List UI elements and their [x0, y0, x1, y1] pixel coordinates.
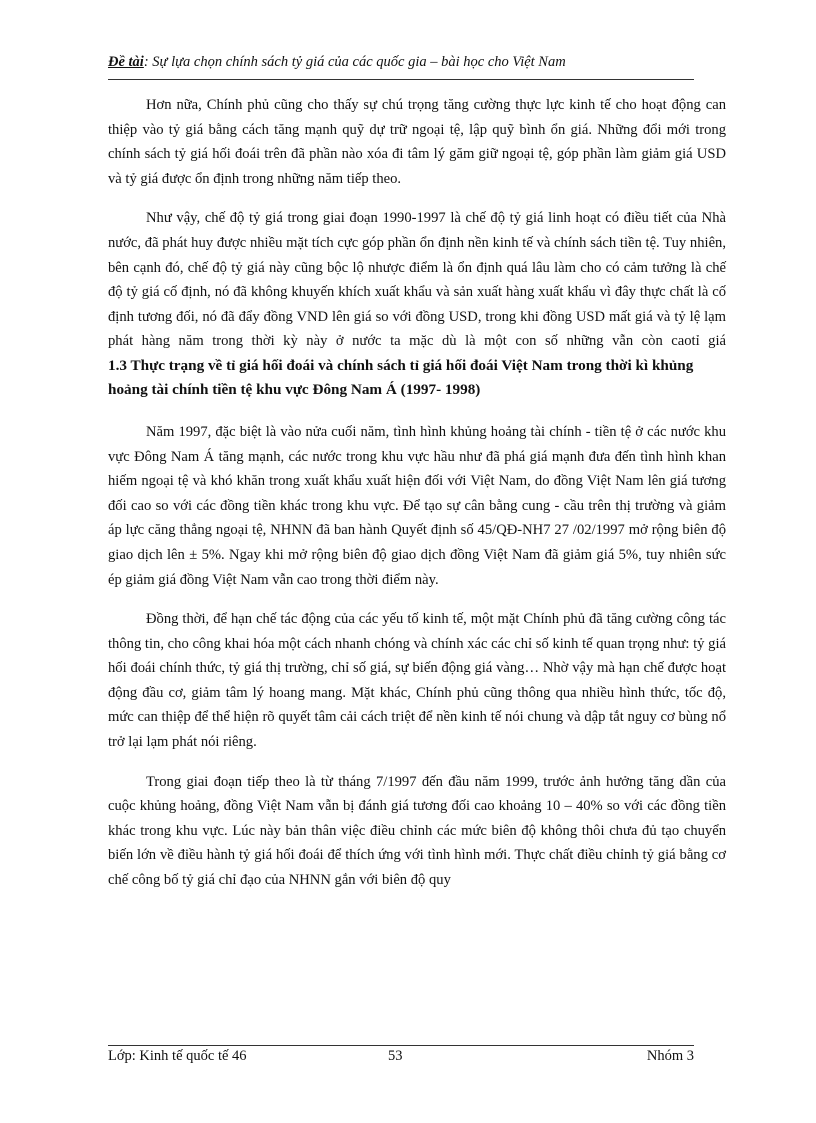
paragraph-3: Năm 1997, đặc biệt là vào nửa cuối năm, tình hình khủng hoảng tài chính - tiền tệ ở các nước khu vực Đông Nam Á tăng mạnh, các nước trong khu vực hầu như đã phá giá mạnh đưa đến tình hình khan hiếm ngoại tệ và khó khăn trong xuất khẩu xuất hiện đối với Việt Nam, do đồng Việt Nam lên giá tương đối cao so với các đồng tiền khác trong khu vực. Để tạo sự cân bằng cung - cầu trên thị trường và giảm áp lực căng thẳng ngoại tệ, NHNN đã ban hành Quyết định số 45/QĐ-NH7 27 /02/1997 mở rộng biên độ giao dịch lên ± 5%. Ngay khi mở rộng biên độ giao dịch đồng Việt Nam đã giảm giá 5%, tuy nhiên sức ép giảm giá đồng Việt Nam vẫn cao trong thời điểm này. — [108, 423, 726, 588]
section-heading: 1.3 Thực trạng về tỉ giá hối đoái và chính sách tỉ giá hối đoái Việt Nam trong thời kì khủng hoảng tài chính tiền tệ khu vực Đông Nam Á (1997- 1998) — [108, 356, 694, 398]
header-title: : Sự lựa chọn chính sách tỷ giá của các quốc gia – bài học cho Việt Nam — [143, 54, 566, 70]
page-footer — [108, 1046, 694, 1068]
header-rule — [108, 79, 694, 80]
document-body — [108, 93, 726, 908]
page-header — [108, 52, 694, 72]
header-label: Đề tài — [108, 54, 144, 70]
footer-group: Nhóm 3 — [646, 1048, 694, 1064]
footer-class: Lớp: Kinh tế quốc tế 46 — [108, 1048, 247, 1064]
paragraph-2: Như vậy, chế độ tỷ giá trong giai đoạn 1990-1997 là chế độ tỷ giá linh hoạt có điều tiết của Nhà nước, đã phát huy được nhiều mặt tích cực góp phần ổn định nền kinh tế và chính sách tiền tệ. Tuy nhiên, bên cạnh đó, chế độ tỷ giá này cũng bộc lộ nhược điểm là ổn định quá lâu làm cho có cảm tưởng là chế độ tỷ giá cố định, nó đã không khuyến khích xuất khẩu và sản xuất hàng xuất khẩu vì đây thực chất là cố định tương đối, nó đã đẩy đồng VND lên giá so với đồng USD, trong khi đồng USD mất giá và tỷ lệ lạm phát hàng năm trong thời kỳ này ở nước ta mặc dù là một con số những vẫn còn caotỉ giá — [108, 210, 726, 350]
paragraph-5: Trong giai đoạn tiếp theo là từ tháng 7/1997 đến đầu năm 1999, trước ảnh hưởng tăng dần của cuộc khủng hoảng, đồng Việt Nam vẫn bị đánh giá tương đối cao khoảng 10 – 40% so với các đồng tiền khác trong khu vực. Lúc này bản thân việc điều chỉnh các mức biên độ không thôi chưa đủ tạo chuyển biến lớn về điều hành tỷ giá hối đoái để thích ứng với tình hình mới. Thực chất điều chỉnh tỷ giá bằng cơ chế công bố tỷ giá chỉ đạo của NHNN gắn với biên độ quy — [108, 773, 726, 889]
paragraph-1: Hơn nữa, Chính phủ cũng cho thấy sự chú trọng tăng cường thực lực kinh tế cho hoạt động can thiệp vào tỷ giá bằng cách tăng mạnh quỹ dự trữ ngoại tệ, lập quỹ bình ổn giá. Những đổi mới trong chính sách tỷ giá hối đoái trên đã phần nào xóa đi tâm lý găm giữ ngoại tệ, góp phần làm giảm giá USD và tỷ giá được ổn định trong những năm tiếp theo. — [108, 97, 726, 187]
paragraph-4: Đồng thời, để hạn chế tác động của các yếu tố kinh tế, một mặt Chính phủ đã tăng cường công tác thông tin, cho công khai hóa một cách nhanh chóng và chính xác các chỉ số kinh tế quan trọng như: tỷ giá hối đoái chính thức, tỷ giá thị trường, chỉ số giá, sự biến động giá vàng… Nhờ vậy mà hạn chế được hoạt động đầu cơ, giảm tâm lý hoang mang. Mặt khác, Chính phủ cũng thông qua nhiều hình thức, tốc độ, mức can thiệp để thể hiện rõ quyết tâm cải cách triệt để nền kinh tế nói chung và dập tắt nguy cơ bùng nổ trở lại lạm phát nói riêng. — [108, 611, 726, 751]
page-number: 53 — [388, 1048, 403, 1064]
